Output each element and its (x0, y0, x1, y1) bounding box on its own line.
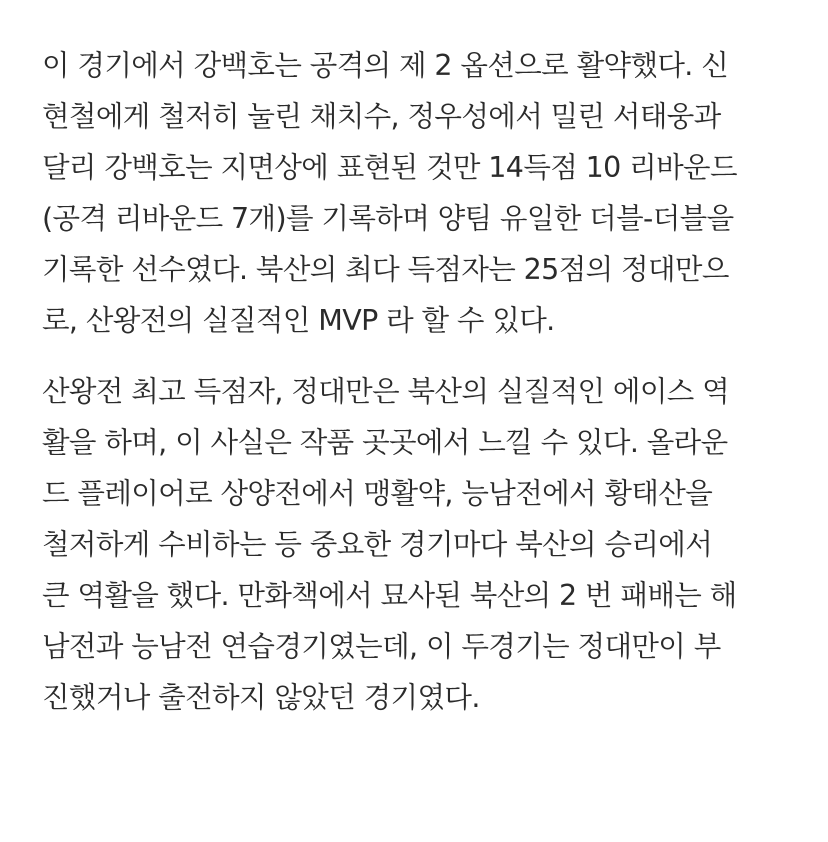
text-line: 남전과 능남전 연습경기였는데, 이 두경기는 정대만이 부 (42, 630, 721, 663)
text-line: 활을 하며, 이 사실은 작품 곳곳에서 느낄 수 있다. 올라운 (42, 426, 728, 459)
text-line: 진했거나 출전하지 않았던 경기였다. (42, 681, 480, 714)
text-line: 큰 역활을 했다. 만화책에서 묘사된 북산의 2 번 패배는 해 (42, 579, 737, 612)
text-line: 이 경기에서 강백호는 공격의 제 2 옵션으로 활약했다. 신 (42, 49, 729, 82)
text-line: 기록한 선수였다. 북산의 최다 득점자는 25점의 정대만으 (42, 253, 729, 286)
text-line: 현철에게 철저히 눌린 채치수, 정우성에서 밀린 서태웅과 (42, 100, 721, 133)
text-line: 로, 산왕전의 실질적인 MVP 라 할 수 있다. (42, 304, 555, 337)
text-line: 달리 강백호는 지면상에 표현된 것만 14득점 10 리바운드 (42, 151, 737, 184)
text-line: 철저하게 수비하는 등 중요한 경기마다 북산의 승리에서 (42, 528, 713, 561)
paragraph-2 (42, 366, 784, 723)
text-line: 드 플레이어로 상양전에서 맹활약, 능남전에서 황태산을 (42, 477, 713, 510)
paragraph-1 (42, 40, 784, 346)
text-line: 산왕전 최고 득점자, 정대만은 북산의 실질적인 에이스 역 (42, 375, 730, 408)
text-line: (공격 리바운드 7개)를 기록하며 양팀 유일한 더블-더블을 (42, 202, 734, 235)
